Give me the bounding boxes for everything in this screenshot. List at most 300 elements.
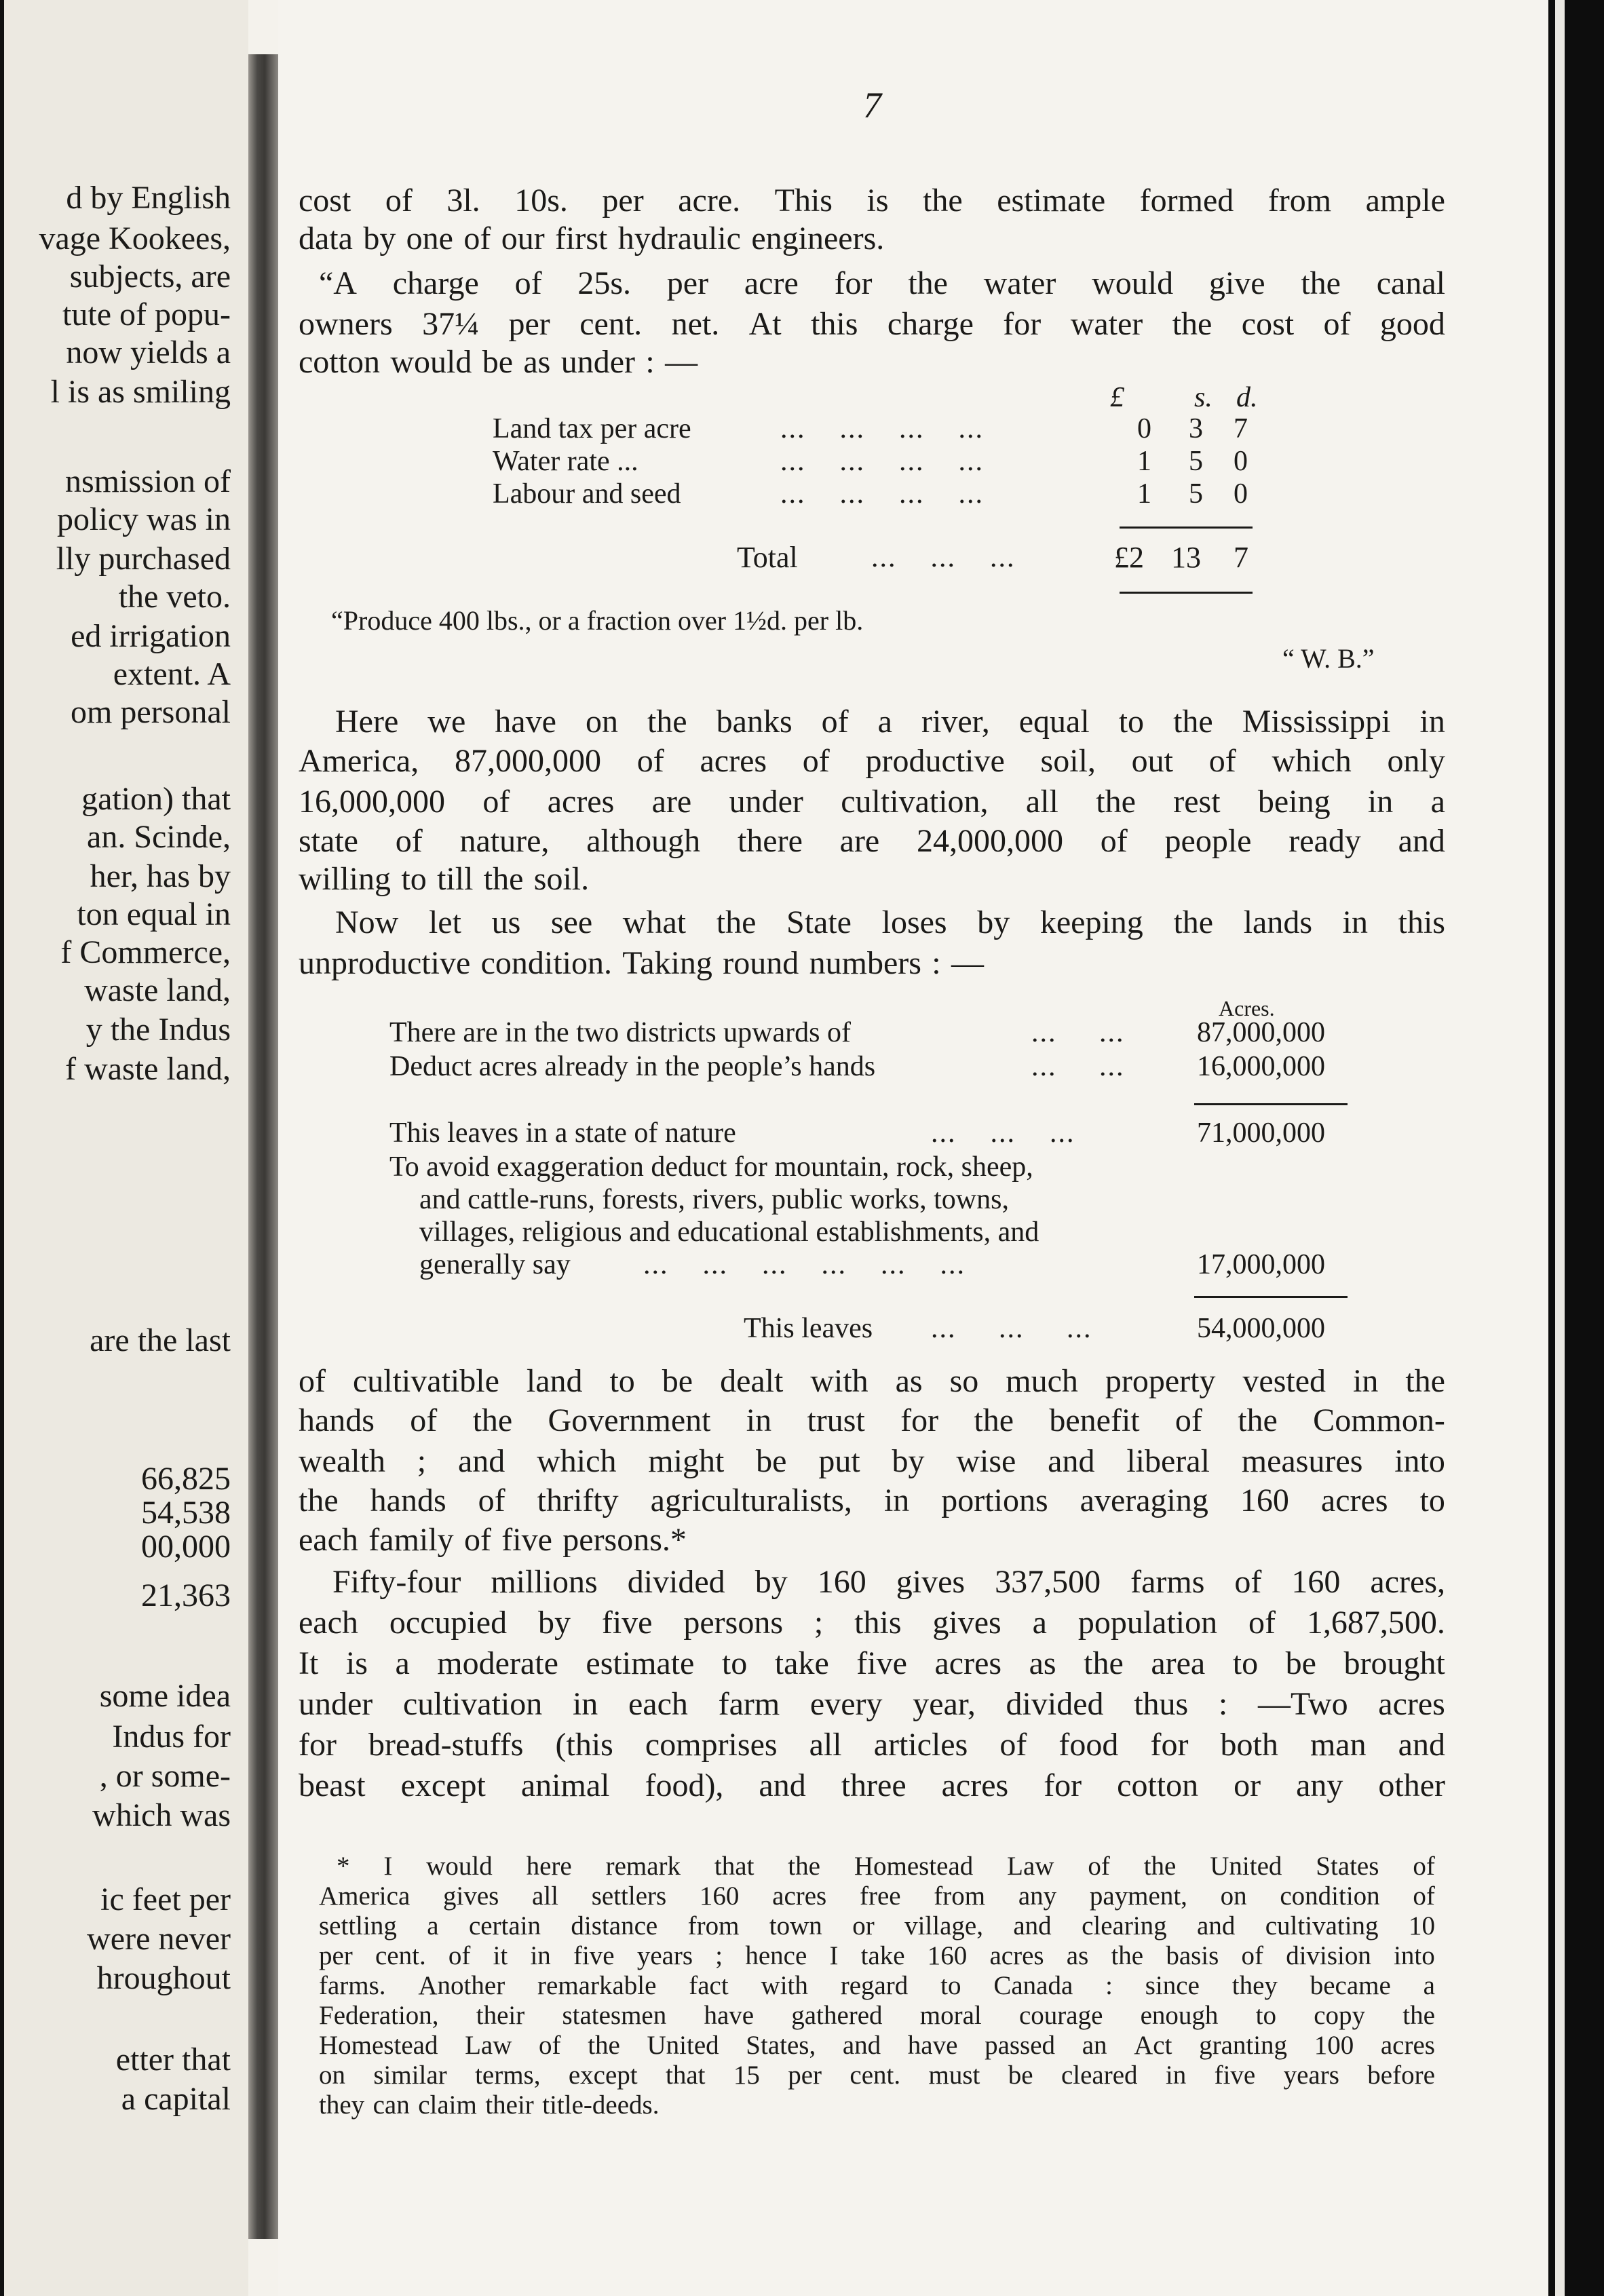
word: 24,000,000 [917,823,1063,859]
word: per [508,306,550,342]
word: acres [700,743,767,779]
word: ready [1288,823,1361,859]
word: acres, [1370,1564,1445,1600]
left-page-line: hroughout [96,1960,231,1996]
leader-dots: ... ... ... ... [780,413,984,444]
word: canal [1376,265,1445,301]
word: beast [299,1767,366,1803]
word: of [410,1402,438,1438]
word: people [1164,823,1252,859]
word: of [1100,823,1128,859]
word: dealt [720,1363,784,1399]
left-page-line: 21,363 [141,1577,231,1613]
word: persons.* [562,1522,687,1558]
word: which [1272,743,1352,779]
paragraph-line [335,702,1445,742]
word: enough [1140,2001,1219,2030]
word: 15 [733,2061,760,2090]
word: 160 [927,1941,968,1970]
word: Government [548,1402,711,1438]
word: town [769,1911,822,1940]
word: — [665,344,698,380]
word: keeping [1039,904,1143,940]
word: the [1402,2001,1435,2030]
word: five [501,1522,552,1558]
word: put [818,1443,860,1479]
word: ; [417,1443,427,1479]
book-gutter [248,54,278,2239]
word: ample [1365,183,1445,218]
acres-row-label: This leaves [744,1313,873,1344]
word: cotton [1117,1767,1199,1803]
word: years [1283,2061,1339,2090]
paragraph-line [332,1562,1445,1603]
word: acres [1320,1482,1388,1518]
word: claim [418,2090,477,2120]
word: of [1413,1881,1435,1911]
word: Act [1134,2031,1172,2060]
cost-pounds: 1 [1137,478,1151,510]
footnote-line [319,1970,1435,2002]
word: any [1296,1767,1343,1803]
word: “A [319,265,357,301]
word: of [385,183,413,218]
word: the [788,1852,820,1881]
left-page-line: now yields a [66,334,231,370]
word: each [299,1605,358,1641]
word: estimate [586,1645,695,1681]
word: measures [1241,1443,1363,1479]
cost-pounds: 1 [1137,446,1151,477]
leader-dots: ... ... [1031,1051,1125,1082]
word: hands [370,1482,446,1518]
word: of [482,784,510,820]
word: farms. [319,1971,386,2000]
word: cent. [375,1941,426,1970]
paragraph-line [299,1725,1445,1765]
word: equal [1018,704,1090,740]
word: the [1238,1402,1278,1438]
word: the [1084,1645,1124,1681]
word: into [1394,1443,1445,1479]
word: 337,500 [995,1564,1101,1600]
word: : [932,945,941,981]
word: of [821,704,849,740]
word: cultivating [1265,1911,1379,1940]
word: they [319,2090,365,2120]
word: distance [571,1911,658,1940]
word: of [1234,1564,1262,1600]
left-page-line: some idea [99,1678,231,1714]
acres-value: 17,000,000 [1197,1249,1325,1280]
left-page-line: an. Scinde, [87,819,231,855]
word: the [974,1402,1014,1438]
word: first [555,221,608,256]
word: portions [941,1482,1048,1518]
acres-value: 71,000,000 [1197,1117,1325,1149]
word: and [842,2031,881,2060]
word: gives [442,1881,499,1911]
word: much [1006,1363,1078,1399]
word: 1,687,500. [1306,1605,1445,1641]
scan-edge-right [1548,0,1604,2296]
word: of [514,265,542,301]
total-label: Total [737,541,798,574]
paragraph-line [299,304,1445,345]
word: terms, [475,2061,541,2090]
left-page-line: om personal [71,694,231,730]
word: cost [1241,306,1295,342]
acres-value: 87,000,000 [1197,1017,1325,1048]
word: for [1044,1767,1082,1803]
left-page-line: 54,538 [141,1495,231,1531]
word: agriculturalists, [650,1482,852,1518]
word: America, [299,743,419,779]
word: they [1231,1971,1278,2000]
acres-row-label: and cattle-runs, forests, rivers, public works, towns, [419,1184,1009,1215]
word: willing [299,861,392,897]
page-number: 7 [863,85,881,126]
word: payment, [1089,1881,1187,1911]
left-page-fragment [4,0,248,2296]
word: nature, [459,823,550,859]
word: out [1131,743,1173,779]
acres-row-label: villages, religious and educational establishments, and [419,1217,1039,1248]
word: comprises [645,1727,778,1763]
word: per [666,265,709,301]
word: gives [896,1564,966,1600]
word: I [829,1941,839,1970]
left-page-line: nsmission of [64,463,231,499]
leader-dots: ... ... ... [871,542,1016,573]
left-page-line: ed irrigation [71,618,231,654]
word: for [900,1402,939,1438]
word: of [1413,1852,1435,1881]
word: property [1105,1363,1216,1399]
acres-row-label: generally say [419,1249,571,1280]
cost-row-label: Land tax per acre [493,413,691,444]
word: of [1248,1605,1276,1641]
total-shillings: 13 [1171,541,1201,574]
word: ; [814,1605,824,1641]
word: till [437,861,474,897]
left-page-line: ic feet per [100,1881,231,1917]
word: of [1208,743,1236,779]
word: Common- [1313,1402,1445,1438]
word: the [908,265,948,301]
total-pounds: £2 [1114,541,1144,574]
word: on [585,704,618,740]
word: 3l. [446,183,480,218]
left-page-line: Indus for [112,1719,231,1755]
word: the [299,1482,339,1518]
word: 37¼ [422,306,480,342]
word: river, [921,704,990,740]
word: and [1013,1911,1052,1940]
word: cleared [1061,2061,1138,2090]
paragraph-line [299,782,1445,822]
word: ; [715,1941,723,1970]
word: courage [1018,2001,1103,2030]
word: fact [689,1971,729,2000]
cost-shillings: 5 [1189,478,1203,510]
word: * [337,1852,350,1881]
word: of [463,1522,491,1558]
word: for [1150,1727,1189,1763]
word: have [704,2001,755,2030]
word: family [368,1522,454,1558]
word: of [1323,306,1351,342]
word: on [319,2061,345,2090]
word: of [999,1727,1027,1763]
word: thus [1134,1686,1189,1722]
word: be [756,1443,787,1479]
word: a [1430,784,1445,820]
word: condition [1280,1881,1380,1911]
left-page-line: were never [87,1921,231,1957]
paragraph-line [299,1520,1445,1561]
word: Canada [993,1971,1073,2000]
word: as [895,1363,923,1399]
word: years [636,1941,693,1970]
word: Here [335,704,399,740]
word: this [854,1605,902,1641]
word: loses [881,904,947,940]
word: under [729,784,803,820]
word: certain [468,1911,541,1940]
word: five [856,1645,907,1681]
cost-shillings: 3 [1189,413,1203,444]
word: numbers [809,945,921,981]
word: the [923,183,963,218]
word: in [1165,2061,1187,2090]
left-page-line: etter that [115,2042,231,2078]
word: data [299,221,353,256]
word: village, [904,1911,983,1940]
word: an [1082,2031,1107,2060]
word: for [1003,306,1042,342]
word: cost [299,183,351,218]
word: in [572,1686,598,1722]
signature: “ W. B.” [1282,643,1375,674]
word: being [1257,784,1331,820]
word: clearing [1082,1911,1167,1940]
word: cultivation [402,1686,543,1722]
word: copy [1314,2001,1366,2030]
word: 10s. [514,183,568,218]
word: of [636,743,664,779]
paragraph-line [299,218,1445,259]
word: soil, [1040,743,1096,779]
word: give [1208,265,1265,301]
left-page-line: ton equal in [77,896,231,932]
footnote-line [319,2030,1435,2061]
table-rule [1120,527,1253,529]
word: the [1111,1941,1144,1970]
word: their [476,2001,525,2030]
leader-dots: ... ... ... ... [780,446,984,477]
word: of [448,1941,471,1970]
left-page-line: which was [92,1797,231,1833]
word: States, [746,2031,816,2060]
word: gathered [791,2001,883,2030]
word: thrifty [537,1482,619,1518]
word: which [537,1443,617,1479]
word: hydraulic [617,221,741,256]
word: each [628,1686,688,1722]
word: 160 [699,1881,740,1911]
word: acres [772,1881,827,1911]
word: as [523,344,551,380]
word: take [774,1645,829,1681]
word: the [1405,1363,1445,1399]
paragraph-line [299,1441,1445,1482]
word: of [539,2031,561,2060]
word: 16,000,000 [299,784,445,820]
word: : [645,344,655,380]
word: as [1029,1645,1056,1681]
word: passed [985,2031,1056,2060]
acres-row-label: There are in the two districts upwards of [389,1017,851,1048]
word: Fifty-four [332,1564,461,1600]
cost-shillings: 5 [1189,446,1203,477]
word: gives [932,1605,1001,1641]
word: by [363,221,396,256]
left-page-line: extent. A [113,656,231,692]
word: United [1210,1852,1282,1881]
word: : [1218,1686,1228,1722]
word: acres [989,1941,1044,1970]
word: into [1394,1941,1435,1970]
word: have [907,2031,958,2060]
word: and [1048,1443,1095,1479]
word: 160 [1240,1482,1289,1518]
word: would [1092,265,1174,301]
word: this [1398,904,1445,940]
word: from [687,1911,740,1940]
word: charge [392,265,479,301]
word: similar [373,2061,447,2090]
word: and [1398,823,1445,859]
left-page-line: 00,000 [141,1529,231,1565]
word: five [601,1605,653,1641]
word: of [1088,1852,1110,1881]
word: land [526,1363,583,1399]
word: hands [299,1402,375,1438]
paragraph-line [319,263,1445,304]
word: this [811,306,858,342]
word: and [1197,1911,1236,1940]
word: cotton [299,344,380,380]
header-pence: d. [1236,382,1258,413]
word: are [651,784,692,820]
word: since [1145,1971,1200,2000]
word: water [1070,306,1143,342]
word: area [1151,1645,1206,1681]
word: with [810,1363,868,1399]
word: under [299,1686,373,1722]
word: the [483,861,524,897]
word: in [746,1402,772,1438]
word: Mississippi [1242,704,1391,740]
word: five [1214,2061,1256,2090]
word: of [1175,1402,1202,1438]
word: persons [683,1605,784,1641]
word: for [834,265,873,301]
word: regard [840,1971,909,2000]
word: what [622,904,687,940]
header-shillings: s. [1194,382,1212,413]
word: be [1285,1645,1316,1681]
word: be [1008,2061,1033,2090]
word: Law [1007,1852,1054,1881]
word: five [573,1941,615,1970]
left-page-line: f Commerce, [60,934,231,970]
word: of [802,743,830,779]
word: Law [465,2031,512,2060]
word: and [457,1443,505,1479]
left-page-line: tute of popu- [62,296,231,332]
word: to [1255,2001,1276,2030]
word: with [761,1971,808,2000]
word: is [866,183,889,218]
word: (this [555,1727,613,1763]
word: 10 [1408,1911,1435,1940]
word: Another [418,1971,505,2000]
word: of [478,1482,505,1518]
word: remark [605,1852,681,1881]
word: a [1423,1971,1435,2000]
word: per [788,2061,822,2090]
word: there [737,823,803,859]
word: 160 [817,1564,866,1600]
word: became [1310,1971,1391,2000]
left-page-line: are the last [90,1322,231,1358]
word: under [560,344,636,380]
word: state [299,823,358,859]
cost-row-label: Labour and seed [493,478,681,510]
word: statesmen [562,2001,667,2030]
word: to [1232,1645,1259,1681]
word: have [495,704,556,740]
word: charge [887,306,974,342]
footnote-line [337,1851,1435,1882]
word: the [1173,704,1213,740]
word: condition. [480,945,612,981]
word: the [472,1402,513,1438]
word: net. [671,306,720,342]
word: of [1241,1941,1263,1970]
word: a [1032,1605,1047,1641]
word: cultivatible [352,1363,499,1399]
word: a [427,1911,439,1940]
word: of [463,221,491,256]
table-rule [1194,1103,1348,1105]
word: here [526,1852,572,1881]
paragraph-line [335,902,1445,943]
word: hence [745,1941,807,1970]
word: would [390,344,472,380]
paragraph-line [299,1480,1445,1521]
word: : [1105,1971,1113,2000]
word: Taking [622,945,712,981]
footnote-line [319,1940,1435,1972]
word: 25s. [577,265,632,301]
word: as [1066,1941,1089,1970]
word: — [951,945,984,981]
word: Homestead [319,2031,438,2060]
word: articles [873,1727,968,1763]
